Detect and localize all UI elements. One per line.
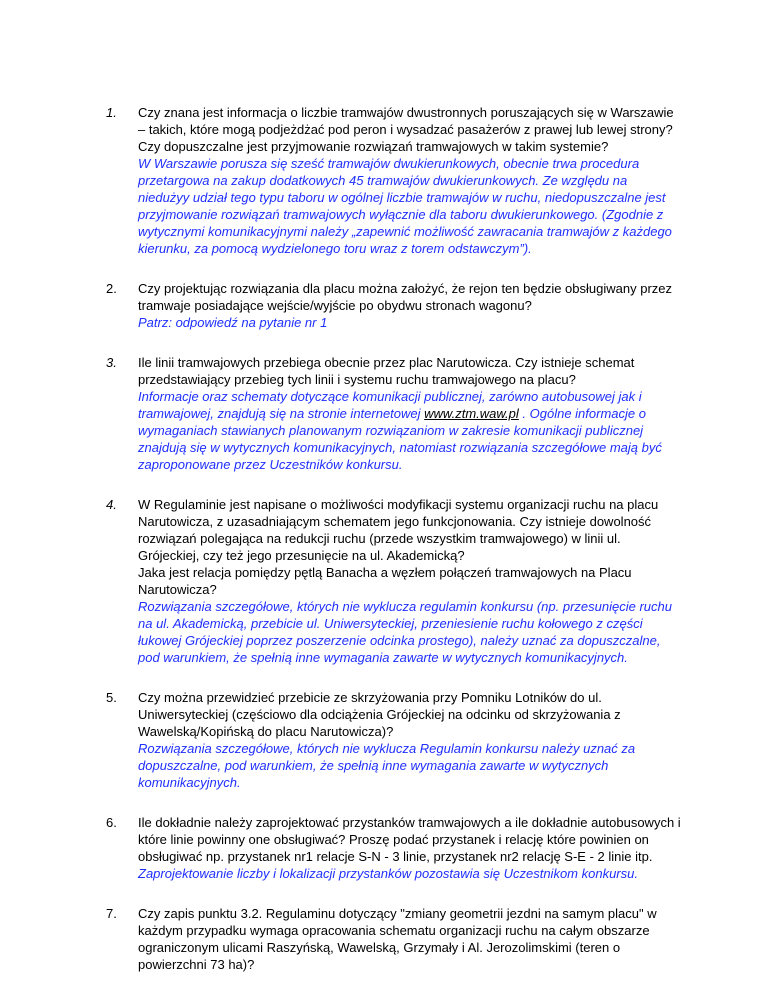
- question-text: Czy zapis punktu 3.2. Regulaminu dotyczący "zmiany geometrii jezdni na samym placu" w każdym przypadku wymaga opracowania schematu organizacji ruchu na całym obszarze ograniczonym ulicami Raszyńską, Wawelską, Grzymały i Al. Jerozolimskimi (teren o powierzchni 73 ha)?: [138, 906, 657, 972]
- answer-text: W Warszawie porusza się sześć tramwajów dwukierunkowych, obecnie trwa procedura przetargowa na zakup dodatkowych 45 tramwajów dwukierunkowych. Ze względu na niedużyy udział tego typu taboru w ogólnej liczbie tramwajów w ruchu, niedopuszczalne jest przyjmowanie rozwiązań tramwajowych wyłącznie dla taboru dwukierunkowego. (Zgodnie z wytycznymi komunikacyjnymi należy „zapewnić możliwość zawracania tramwajów z każdego kierunku, za pomocą wydzielonego toru wraz z torem odstawczym”).: [138, 156, 672, 256]
- qa-item-5: [106, 689, 681, 791]
- item-number: 5.: [106, 690, 117, 705]
- item-number: 7.: [106, 906, 117, 921]
- qa-item-6: [106, 814, 681, 882]
- ztm-link[interactable]: www.ztm.waw.pl: [424, 406, 519, 421]
- question-text: Ile linii tramwajowych przebiega obecnie przez plac Narutowicza. Czy istnieje schemat przedstawiający przebieg tych linii i systemu ruchu tramwajowego na placu?: [138, 355, 635, 387]
- question-text: [138, 496, 681, 598]
- item-number: 6.: [106, 815, 117, 830]
- answer-text: Rozwiązania szczegółowe, których nie wyklucza regulamin konkursu (np. przesunięcie ruchu na ul. Akademicką, przebicie ul. Uniwersyteckiej, przeniesienie ruchu kołowego z części łukowej Grójeckiej poprzez poszerzenie odcinka prostego), należy uznać za dopuszczalne, pod warunkiem, że spełnią inne wymagania zawarte w wytycznych komunikacyjnych.: [138, 599, 672, 665]
- answer-text: Patrz: odpowiedź na pytanie nr 1: [138, 315, 328, 330]
- question-text: Czy projektując rozwiązania dla placu można założyć, że rejon ten będzie obsługiwany przez tramwaje posiadające wejście/wyjście po obydwu stronach wagonu?: [138, 281, 672, 313]
- answer-text: [138, 388, 681, 473]
- qa-item-7: [106, 905, 681, 973]
- qa-list: [106, 104, 681, 996]
- item-number: 4.: [106, 497, 117, 512]
- question-line: Jaka jest relacja pomiędzy pętlą Banacha a węzłem połączeń tramwajowych na Placu Narutowicza?: [138, 565, 632, 597]
- answer-text: Zaprojektowanie liczby i lokalizacji przystanków pozostawia się Uczestnikom konkursu.: [138, 866, 638, 881]
- qa-item-1: [106, 104, 681, 257]
- item-number: 2.: [106, 281, 117, 296]
- item-number: 1.: [106, 105, 117, 120]
- answer-text-pre: Informacje oraz schematy dotyczące komunikacji publicznej, zarówno autobusowej jak i tramwajowej, znajdują się na stronie internetowej: [138, 389, 642, 421]
- question-line: W Regulaminie jest napisane o możliwości modyfikacji systemu organizacji ruchu na placu Narutowicza, z uzasadniającym schematem jego funkcjonowania. Czy istnieje dowolność rozwiązań polegająca na redukcji ruchu (przede wszystkim tramwajowego) w linii ul. Grójeckiej, czy też jego przesunięcie na ul. Akademicką?: [138, 497, 659, 563]
- question-text: Ile dokładnie należy zaprojektować przystanków tramwajowych a ile dokładnie autobusowych i które linie powinny one obsługiwać? Proszę podać przystanek i relację które powinien on obsługiwać np. przystanek nr1 relacje S-N - 3 linie, przystanek nr2 relację S-E - 2 linie itp.: [138, 815, 681, 864]
- question-text: Czy znana jest informacja o liczbie tramwajów dwustronnych poruszających się w Warszawie – takich, które mogą podjeżdżać pod peron i wysadzać pasażerów z prawej lub lewej strony? Czy dopuszczalne jest przyjmowanie rozwiązań tramwajowych w takim systemie?: [138, 105, 674, 154]
- qa-item-2: [106, 280, 681, 331]
- qa-item-4: [106, 496, 681, 666]
- answer-text: Rozwiązania szczegółowe, których nie wyklucza Regulamin konkursu należy uznać za dopuszczalne, pod warunkiem, że spełnią inne wymagania zawarte w wytycznych komunikacyjnych.: [138, 741, 636, 790]
- item-number: 3.: [106, 355, 117, 370]
- question-text: Czy można przewidzieć przebicie ze skrzyżowania przy Pomniku Lotników do ul. Uniwersyteckiej (częściowo dla odciążenia Grójeckiej na odcinku od skrzyżowania z Wawelską/Kopińską do placu Narutowicza)?: [138, 690, 621, 739]
- qa-item-3: [106, 354, 681, 473]
- answer-text-post: . Ogólne informacje o wymaganiach stawianych planowanym rozwiązaniom w zakresie komunikacji publicznej znajdują się w wytycznych komunikacyjnych, natomiast rozwiązania szczegółowe mają być zaproponowane przez Uczestników konkursu.: [138, 406, 662, 472]
